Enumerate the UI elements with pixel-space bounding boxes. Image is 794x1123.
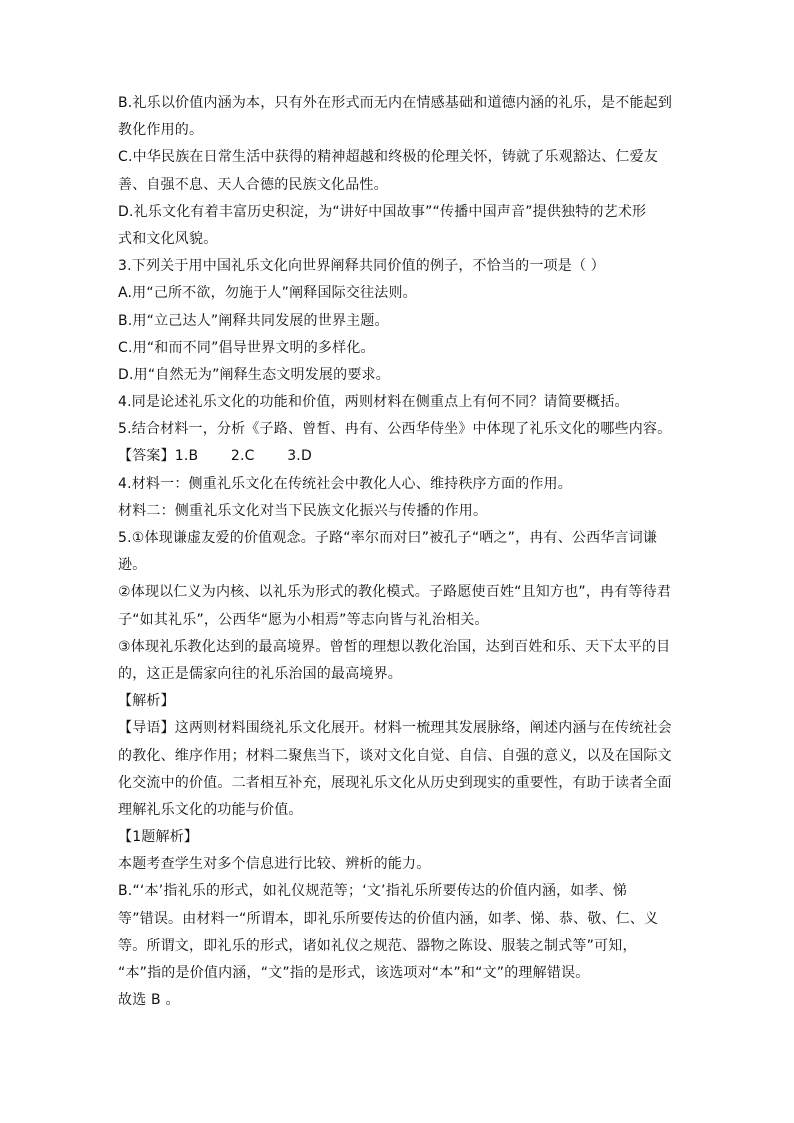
- text-line: D.礼乐文化有着丰富历史积淀，为“讲好中国故事”“传播中国声音”提供独特的艺术形: [118, 203, 647, 220]
- text-line: 式和文化风貌。: [118, 230, 218, 247]
- document-page: [118, 90, 680, 1014]
- q1-analysis-heading: 【1题解析】: [118, 829, 199, 846]
- analysis-heading: 【解析】: [118, 693, 175, 710]
- text-line: C.中华民族在日常生活中获得的精神超越和终极的伦理关怀，铸就了乐观豁达、仁爱友: [118, 149, 659, 166]
- answer-4-material-2: 材料二：侧重礼乐文化对当下民族文化振兴与传播的作用。: [118, 502, 488, 519]
- answer-heading: 【答案】1.B 2.C 3.D: [118, 448, 312, 465]
- intro-paragraph: 【导语】这两则材料围绕礼乐文化展开。材料一梳理其发展脉络，阐述内涵与在传统社会: [118, 720, 672, 737]
- text-line: 教化作用的。: [118, 122, 204, 139]
- question-3: 3.下列关于用中国礼乐文化向世界阐释共同价值的例子，不恰当的一项是（ ）: [118, 258, 606, 275]
- text-line: 等”错误。由材料一“所谓本，即礼乐所要传达的价值内涵，如孝、悌、恭、敬、仁、义: [118, 910, 659, 927]
- text-line: 逊。: [118, 557, 147, 574]
- answer-5-point-2: ②体现以仁义为内核、以礼乐为形式的教化模式。子路愿使百姓“且知方也”，冉有等待君: [118, 584, 672, 601]
- question-4: 4.同是论述礼乐文化的功能和价值，两则材料在侧重点上有何不同？请简要概括。: [118, 394, 629, 411]
- answer-5-point-1: 5.①体现谦虚友爱的价值观念。子路“率尔而对曰”被孔子“哂之”，冉有、公西华言词谦: [118, 530, 658, 546]
- text-line: 等。所谓文，即礼乐的形式，诸如礼仪之规范、器物之陈设、服装之制式等”可知，: [118, 937, 637, 954]
- conclusion: 故选 B 。: [118, 992, 180, 1009]
- answer-4-material-1: 4.材料一：侧重礼乐文化在传统社会中教化人心、维持秩序方面的作用。: [118, 475, 572, 492]
- text-line: 理解礼乐文化的功能与价值。: [118, 801, 303, 818]
- text-line: B.“‘本’指礼乐的形式，如礼仪规范等；‘文’指礼乐所要传达的价值内涵，如孝、悌: [118, 883, 628, 900]
- text-line: 子“如其礼乐”，公西华“愿为小相焉”等志向皆与礼治相关。: [118, 611, 489, 628]
- text-line: B.礼乐以价值内涵为本，只有外在形式而无内在情感基础和道德内涵的礼乐，是不能起到: [118, 95, 673, 111]
- answer-5-point-3: ③体现礼乐教化达到的最高境界。曾皙的理想以教化治国，达到百姓和乐、天下太平的目: [118, 638, 671, 655]
- text-line: 的，这正是儒家向往的礼乐治国的最高境界。: [118, 665, 402, 682]
- text-line: 化交流中的价值。二者相互补充，展现礼乐文化从历史到现实的重要性，有助于读者全面: [118, 774, 672, 791]
- question-5: 5.结合材料一，分析《子路、曾皙、冉有、公西华侍坐》中体现了礼乐文化的哪些内容。: [118, 421, 672, 438]
- option-a: A.用“己所不欲，勿施于人”阐释国际交往法则。: [118, 285, 417, 302]
- text-line: 本题考查学生对多个信息进行比较、辨析的能力。: [118, 856, 431, 873]
- option-b: B.用“立己达人”阐释共同发展的世界主题。: [118, 312, 389, 329]
- option-d: D.用“自然无为”阐释生态文明发展的要求。: [118, 366, 390, 383]
- text-line: “本”指的是价值内涵，“文”指的是形式，该选项对“本”和“文”的理解错误。: [118, 965, 590, 981]
- text-line: 善、自强不息、天人合德的民族文化品性。: [118, 176, 388, 193]
- text-line: 的教化、维序作用；材料二聚焦当下，谈对文化自觉、自信、自强的意义，以及在国际文: [118, 747, 672, 764]
- option-c: C.用“和而不同”倡导世界文明的多样化。: [118, 339, 375, 356]
